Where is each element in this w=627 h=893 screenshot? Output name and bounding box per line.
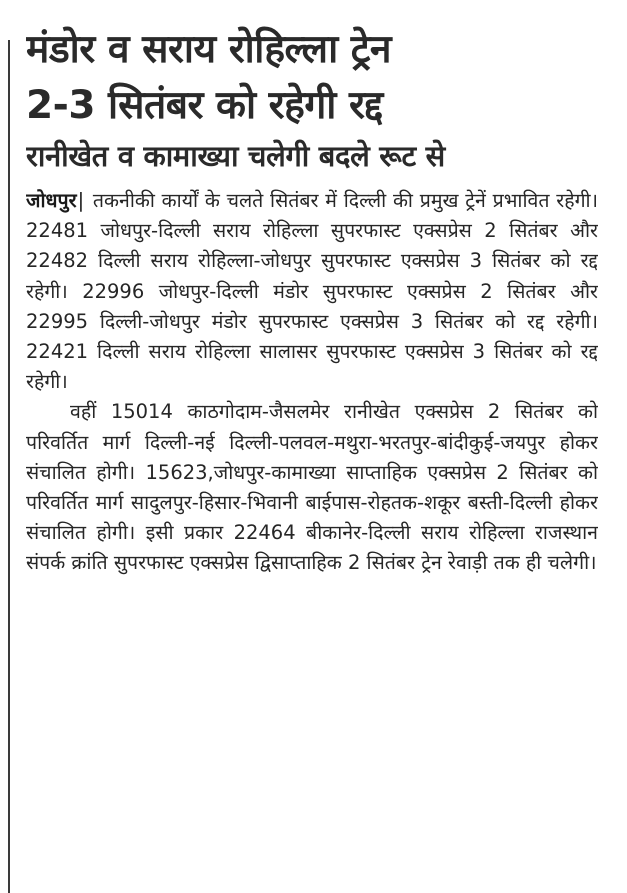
subheadline: रानीखेत व कामाख्या चलेगी बदले रूट से bbox=[26, 139, 445, 173]
column-rule bbox=[8, 40, 10, 893]
dateline: जोधपुर bbox=[26, 189, 77, 212]
body-paragraph-1-text: तकनीकी कार्यों के चलते सितंबर में दिल्ली की प्रमुख ट्रेनें प्रभावित रहेगी। 22481 जोधपुर-दिल्ली सराय रोहिल्ला सुपरफास्ट एक्सप्रेस 2 सितंबर और 22482 दिल्ली सराय रोहिल्ला-जोधपुर सुपरफास्ट एक्सप्रेस 3 सितंबर को रद्द रहेगी। 22996 जोधपुर-दिल्ली मंडोर सुपरफास्ट एक्सप्रेस 2 सितंबर और 22995 दिल्ली-जोधपुर मंडोर सुपरफास्ट एक्सप्रेस 3 सितंबर को रद्द रहेगी। 22421 दिल्ली सराय रोहिल्ला सालासर सुपरफास्ट एक्सप्रेस 3 सितंबर को रद्द रहेगी। bbox=[26, 189, 598, 394]
headline-line-2: 2-3 सितंबर को रहेगी रद्द bbox=[26, 83, 383, 128]
dateline-separator: | bbox=[77, 189, 85, 212]
headline bbox=[26, 22, 598, 134]
body-paragraph-2: वहीं 15014 काठगोदाम-जैसलमेर रानीखेत एक्सप्रेस 2 सितंबर को परिवर्तित मार्ग दिल्ली-नई दिल्ली-पलवल-मथुरा-भरतपुर-बांदीकुई-जयपुर होकर संचालित होगी। 15623,जोधपुर-कामाख्या साप्ताहिक एक्सप्रेस 2 सितंबर को परिवर्तित मार्ग सादुलपुर-हिसार-भिवानी बाईपास-रोहतक-शकूर बस्ती-दिल्ली होकर संचालित होगी। इसी प्रकार 22464 बीकानेर-दिल्ली सराय रोहिल्ला राजस्थान संपर्क क्रांति सुपरफास्ट एक्सप्रेस द्विसाप्ताहिक 2 सितंबर ट्रेन रेवाड़ी तक ही चलेगी। bbox=[26, 400, 598, 575]
news-article bbox=[26, 22, 598, 893]
body-paragraph-1 bbox=[26, 186, 598, 397]
headline-line-1: मंडोर व सराय रोहिल्ला ट्रेन bbox=[26, 27, 392, 72]
